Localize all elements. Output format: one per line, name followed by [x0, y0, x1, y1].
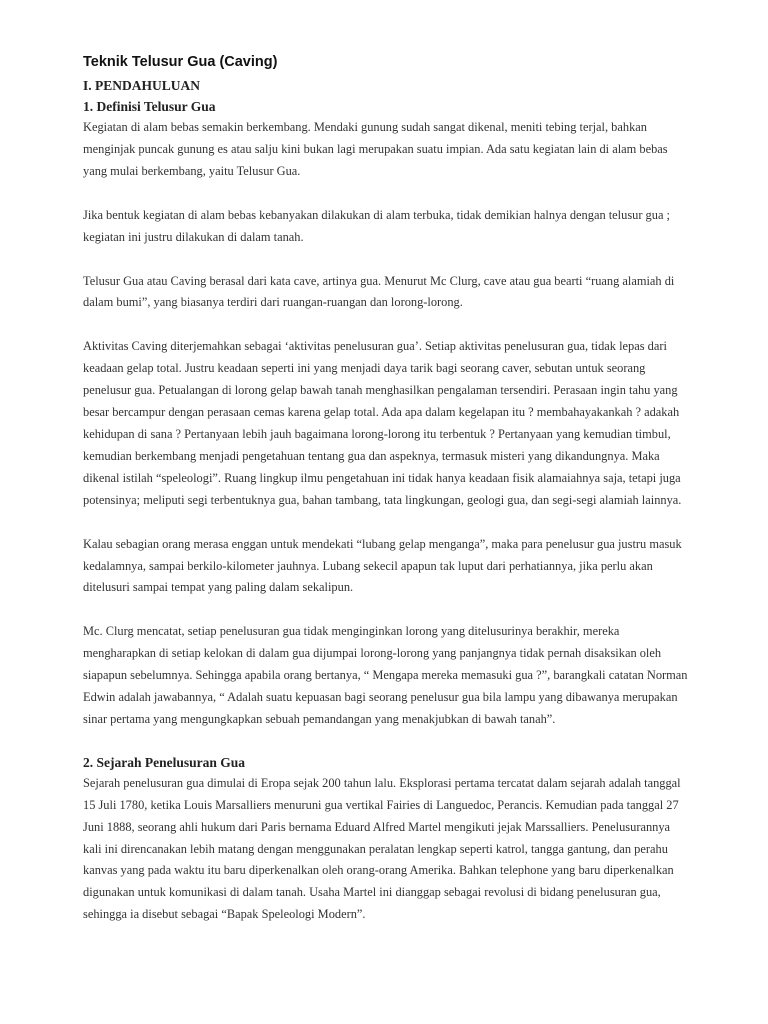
- document-title: Teknik Telusur Gua (Caving): [83, 54, 278, 70]
- paragraph: Kegiatan di alam bebas semakin berkembang. Mendaki gunung sudah sangat dikenal, meniti tebing terjal, bahkan menginjak puncak gunung es atau salju kini bukan lagi merupakan suatu impian. Ada satu kegiatan lain di alam bebas yang mulai berkembang, yaitu Telusur Gua.: [83, 120, 668, 178]
- subsection-heading-sejarah: 2. Sejarah Penelusuran Gua: [83, 754, 246, 770]
- subsection-heading-definisi: 1. Definisi Telusur Gua: [83, 99, 216, 114]
- paragraph: Sejarah penelusuran gua dimulai di Eropa sejak 200 tahun lalu. Eksplorasi pertama tercatat dalam sejarah adalah tanggal 15 Juli 1780, ketika Louis Marsalliers menuruni gua vertikal Fairies di Languedoc, Perancis. Kemudian pada tanggal 27 Juni 1888, seorang ahli hukum dari Paris bernama Eduard Alfred Martel mengikuti jejak Marssalliers. Penelusurannya kali ini direncanakan lebih matang dengan menggunakan peralatan lengkap seperti katrol, tangga gantung, dan perahu kanvas yang pada waktu itu baru diperkenalkan oleh orang-orang Amerika. Bahkan telephone yang baru diperkenalkan digunakan untuk komunikasi di dalam tanah. Usaha Martel ini dianggap sebagai revolusi di bidang penelusuran gua, sehingga ia disebut sebagai “Bapak Speleologi Modern”.: [83, 775, 681, 922]
- paragraph: Jika bentuk kegiatan di alam bebas kebanyakan dilakukan di alam terbuka, tidak demikian halnya dengan telusur gua ; kegiatan ini justru dilakukan di dalam tanah.: [83, 207, 670, 244]
- document-page: [83, 52, 688, 948]
- paragraph: Telusur Gua atau Caving berasal dari kata cave, artinya gua. Menurut Mc Clurg, cave atau gua bearti “ruang alamiah di dalam bumi”, yang biasanya terdiri dari ruangan-ruangan dan lorong-lorong.: [83, 273, 675, 310]
- section-heading: I. PENDAHULUAN: [83, 78, 201, 93]
- paragraph: Aktivitas Caving diterjemahkan sebagai ‘aktivitas penelusuran gua’. Setiap aktivitas penelusuran gua, tidak lepas dari keadaan gelap total. Justru keadaan seperti ini yang menjadi daya tarik bagi seorang caver, sebutan untuk seorang penelusur gua. Petualangan di lorong gelap bawah tanah menghasilkan pengalaman tersendiri. Perasaan ingin tahu yang besar bercampur dengan perasaan cemas karena gelap total. Ada apa dalam kegelapan itu ? membahayakankah ? adakah kehidupan di sana ? Pertanyaan lebih jauh bagaimana lorong-lorong itu terbentuk ? Pertanyaan yang kemudian timbul, kemudian berkembang menjadi pengetahuan tentang gua dan aspeknya, termasuk misteri yang dikandungnya. Maka dikenal istilah “speleologi”. Ruang lingkup ilmu pengetahuan ini tidak hanya keadaan fisik alamaiahnya saja, tetapi juga potensinya; meliputi segi terbentuknya gua, bahan tambang, tata lingkungan, geologi gua, dan segi-segi alamiah lainnya.: [83, 339, 682, 507]
- paragraph: Mc. Clurg mencatat, setiap penelusuran gua tidak menginginkan lorong yang ditelusurinya berakhir, mereka mengharapkan di setiap kelokan di dalam gua dijumpai lorong-lorong yang panjangnya tidak pernah disaksikan oleh siapapun sebelumnya. Sehingga apabila orang bertanya, “ Mengapa mereka memasuki gua ?”, barangkali catatan Norman Edwin adalah jawabannya, “ Adalah suatu kepuasan bagi seorang penelusur gua bila lampu yang dibawanya merupakan sinar pertama yang mengungkapkan sebuah pemandangan yang menakjubkan di bawah tanah”.: [83, 624, 688, 726]
- paragraph: Kalau sebagian orang merasa enggan untuk mendekati “lubang gelap menganga”, maka para penelusur gua justru masuk kedalamnya, sampai berkilo-kilometer jauhnya. Lubang sekecil apapun tak luput dari perhatiannya, jika perlu akan ditelusuri sampai tempat yang paling dalam sekalipun.: [83, 536, 682, 595]
